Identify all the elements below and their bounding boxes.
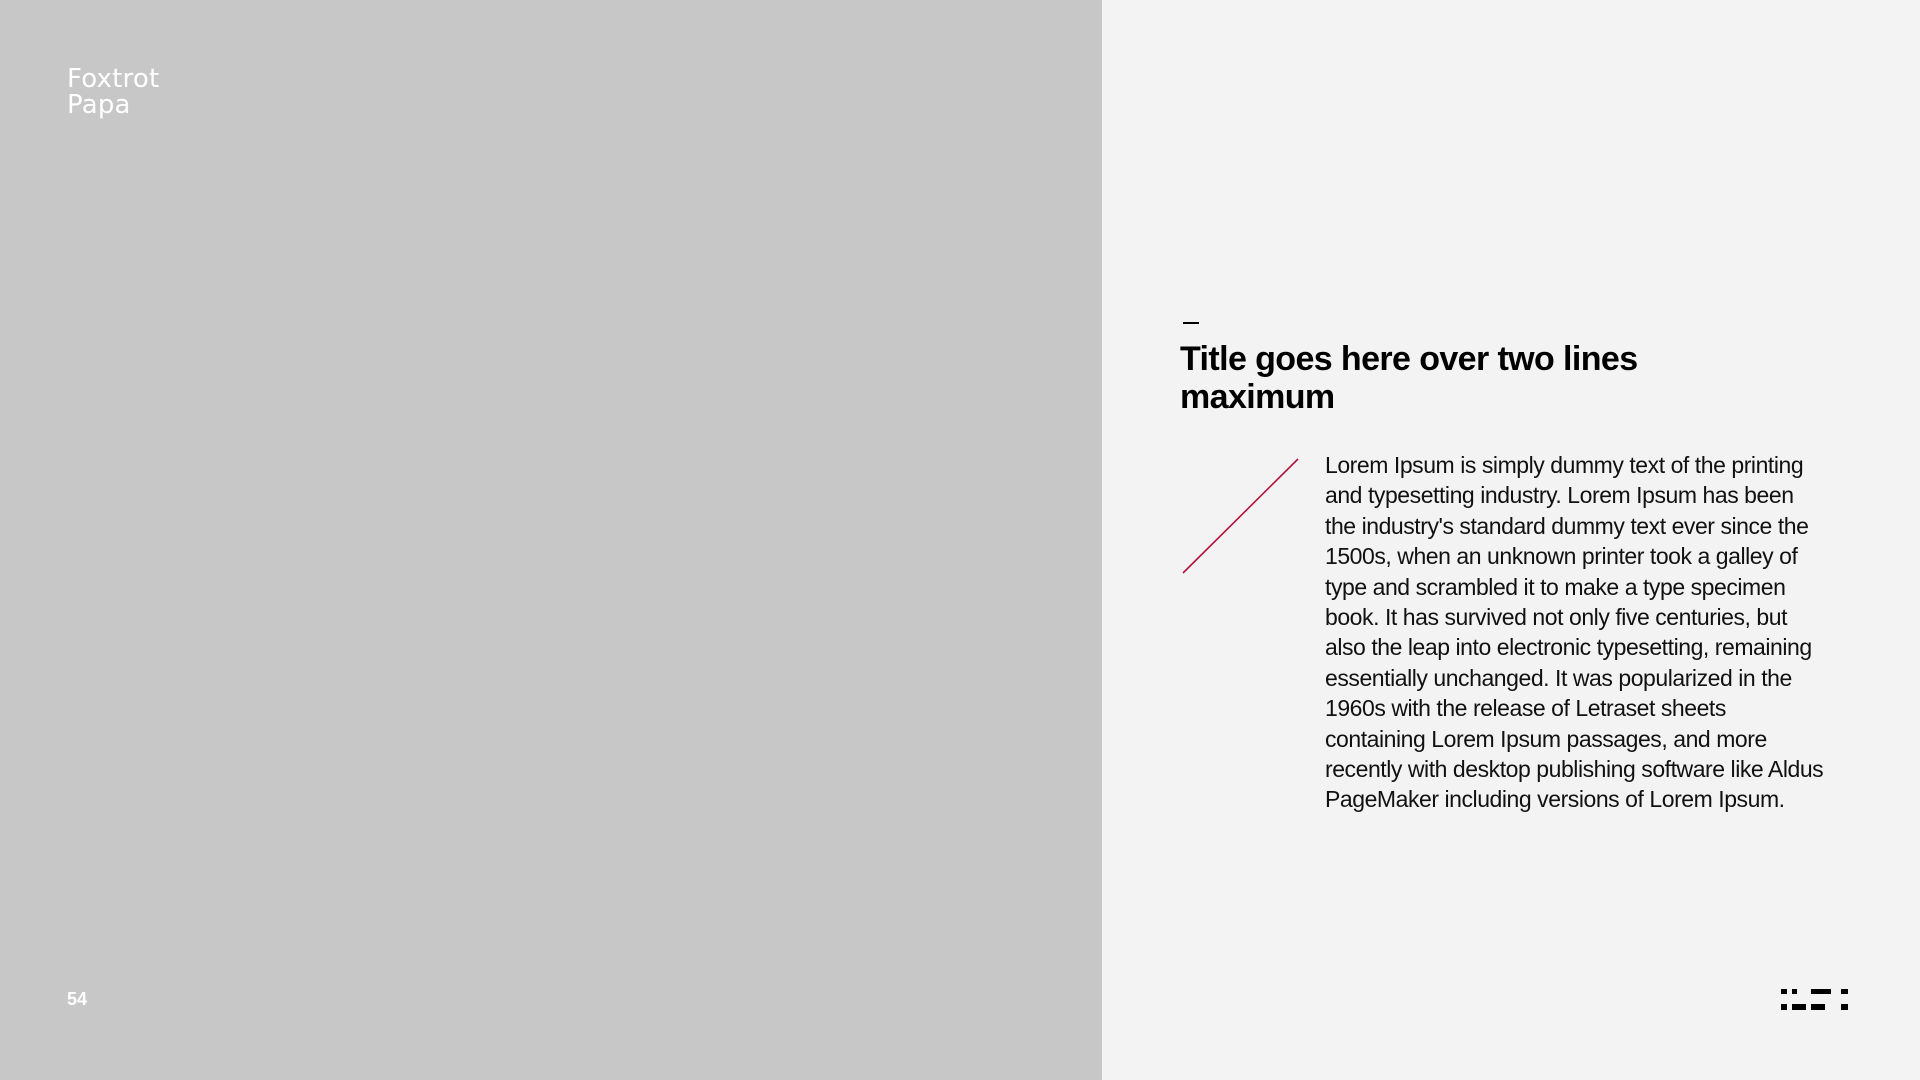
logo-line-1: Foxtrot xyxy=(67,64,160,94)
body-paragraph: Lorem Ipsum is simply dummy text of the printing and typesetting industry. Lorem Ipsum has been the industry's standard dummy text ever since the 1500s, when an unknown printer took a galley of type and scrambled it to make a type specimen book. It has survived not only five centuries, but also the leap into electronic typesetting, remaining essentially unchanged. It was popularized in the 1960s with the release of Letraset sheets containing Lorem Ipsum passages, and more recently with desktop publishing software like Aldus PageMaker including versions of Lorem Ipsum. xyxy=(1325,452,1824,813)
brand-mark-icon xyxy=(1781,988,1851,1012)
title-marker-dash xyxy=(1183,322,1199,324)
accent-diagonal-line xyxy=(1182,458,1300,574)
page-number: 54 xyxy=(67,989,88,1009)
slide-title: Title goes here over two lines maximum xyxy=(1180,340,1638,416)
logo-line-2: Papa xyxy=(67,90,131,120)
brand-logo xyxy=(67,66,159,118)
